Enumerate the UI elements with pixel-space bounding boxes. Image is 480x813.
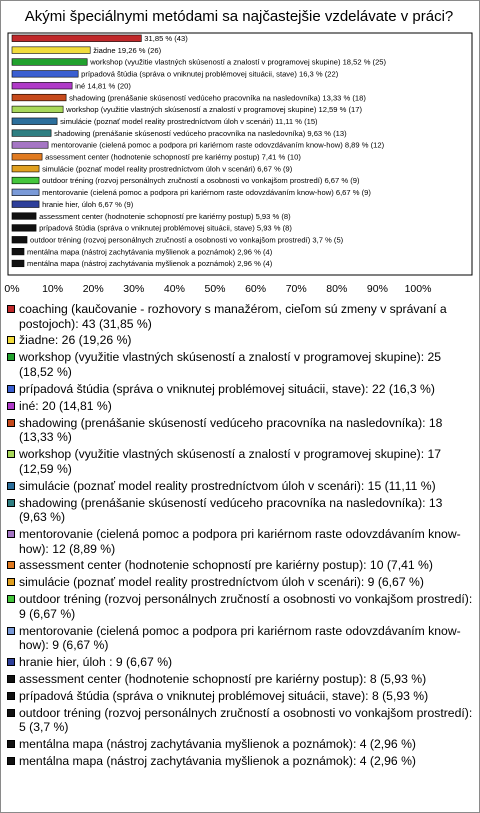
bar-label-3: workshop (využitie vlastných skúseností a znalostí v programovej skupine) 18,52 % (25) — [90, 57, 387, 67]
legend-item — [7, 706, 473, 735]
legend-label: mentorovanie (cielená pomoc a podpora pri kariérnom raste odovzdávaním know-how): 9 (6,67 %) — [19, 623, 461, 653]
legend-swatch — [7, 419, 15, 427]
bar-4 — [12, 71, 78, 78]
legend-label: outdoor tréning (rozvoj personálnych zručností a osobnosti vo vonkajšom prostredí): 9 (6,67 %) — [19, 592, 473, 621]
bar-7 — [12, 106, 63, 113]
legend-swatch — [7, 353, 15, 361]
legend-label: mentorovanie (cielená pomoc a podpora pri kariérnom raste odovzdávaním know-how): 12 (8,89 %) — [19, 526, 461, 556]
bar-10 — [12, 142, 48, 149]
legend-swatch — [7, 305, 15, 313]
legend-item — [7, 333, 473, 348]
legend-item — [7, 350, 473, 379]
bar-1 — [12, 35, 141, 42]
bar-label-13: outdoor tréning (rozvoj personálnych zručností a osobnosti vo vonkajšom prostredí) 6,67 % (9) — [42, 176, 360, 186]
bar-label-5: iné 14,81 % (20) — [75, 81, 131, 91]
x-tick-label: 50% — [204, 283, 226, 295]
legend-item — [7, 592, 473, 621]
bar-17 — [12, 225, 36, 232]
legend-label: shadowing (prenášanie skúseností vedúceho pracovníka na nasledovníka): 13 (9,63 %) — [19, 495, 443, 525]
bar-15 — [12, 201, 39, 208]
legend-label: shadowing (prenášanie skúseností vedúceho pracovníka na nasledovníka): 18 (13,33 %) — [19, 415, 443, 445]
bar-11 — [12, 154, 42, 161]
legend-swatch — [7, 595, 15, 603]
bar-6 — [12, 94, 66, 101]
bar-13 — [12, 177, 39, 184]
legend-label: outdoor tréning (rozvoj personálnych zručností a osobnosti vo vonkajšom prostredí): 5 (3,7 %) — [19, 705, 473, 735]
bar-label-11: assessment center (hodnotenie schopností pre kariérny postup) 7,41 % (10) — [45, 152, 301, 162]
legend-swatch — [7, 561, 15, 569]
legend-item — [7, 527, 473, 556]
legend-item — [7, 754, 473, 769]
x-tick-label: 20% — [82, 283, 104, 295]
legend-swatch — [7, 336, 15, 344]
legend-label: prípadová štúdia (správa o vniknutej problémovej situácii, stave): 8 (5,93 %) — [19, 689, 429, 703]
x-tick-label: 40% — [163, 283, 185, 295]
bar-12 — [12, 165, 39, 172]
bar-label-19: mentálna mapa (nástroj zachytávania myšlienok a poznámok) 2,96 % (4) — [27, 247, 273, 257]
legend-swatch — [7, 675, 15, 683]
bar-9 — [12, 130, 51, 137]
bar-label-12: simulácie (poznať model reality prostredníctvom úloh v scenári) 6,67 % (9) — [42, 164, 293, 174]
bar-label-1: 31,85 % (43) — [144, 34, 188, 43]
legend-label: workshop (využitie vlastných skúseností a znalostí v programovej skupine): 25 (18,52 %) — [19, 350, 442, 379]
bar-label-15: hranie hier, úloh 6,67 % (9) — [42, 199, 134, 209]
legend-item — [7, 575, 473, 590]
bar-label-20: mentálna mapa (nástroj zachytávania myšlienok a poznámok) 2,96 % (4) — [27, 259, 273, 269]
legend-item — [7, 447, 473, 476]
legend-label: assessment center (hodnotenie schopností pre kariérny postup): 8 (5,93 %) — [19, 672, 427, 687]
bar-label-8: simulácie (poznať model reality prostredníctvom úloh v scenári) 11,11 % (15) — [60, 116, 318, 126]
bar-label-2: žiadne 19,26 % (26) — [93, 45, 162, 55]
legend-swatch — [7, 692, 15, 700]
bar-label-14: mentorovanie (cielená pomoc a podpora pri kariérnom raste odovzdávaním know-how) 6,67 % (9) — [42, 188, 371, 198]
bar-label-6: shadowing (prenášanie skúseností vedúceho pracovníka na nasledovníka) 13,33 % (18) — [69, 93, 366, 103]
bar-5 — [12, 82, 72, 89]
legend-swatch — [7, 658, 15, 666]
legend-item — [7, 737, 473, 752]
x-tick-label: 100% — [404, 283, 432, 295]
bar-chart — [0, 0, 480, 300]
bar-18 — [12, 236, 27, 243]
legend-item — [7, 479, 473, 494]
legend-swatch — [7, 530, 15, 538]
bar-label-18: outdoor tréning (rozvoj personálnych zručností a osobnosti vo vonkajšom prostredí) 3,7 % (5) — [30, 235, 344, 245]
legend-item — [7, 496, 473, 525]
legend-item — [7, 558, 473, 573]
legend-label: iné: 20 (14,81 %) — [19, 398, 112, 413]
legend-swatch — [7, 482, 15, 490]
legend-label: simulácie (poznať model reality prostredníctvom úloh v scenári): 15 (11,11 %) — [19, 478, 436, 493]
bar-label-9: shadowing (prenášanie skúseností vedúceho pracovníka na nasledovníka) 9,63 % (13) — [54, 128, 347, 138]
legend-item — [7, 382, 473, 397]
legend-swatch — [7, 578, 15, 586]
x-tick-label: 60% — [245, 283, 267, 295]
chart-title: Akými špeciálnymi metódami sa najčastejšie vzdelávate v práci? — [24, 8, 454, 25]
legend-swatch — [7, 450, 15, 458]
legend-swatch — [7, 757, 15, 765]
legend-label: workshop (využitie vlastných skúseností a znalostí v programovej skupine): 17 (12,59 %) — [19, 447, 442, 476]
legend-label: hranie hier, úloh : 9 (6,67 %) — [19, 655, 173, 670]
bar-2 — [12, 47, 90, 54]
bar-label-4: prípadová štúdia (správa o vniknutej problémovej situácii, stave) 16,3 % (22) — [81, 69, 339, 79]
x-tick-label: 80% — [326, 283, 348, 295]
legend-label: mentálna mapa (nástroj zachytávania myšlienok a poznámok): 4 (2,96 %) — [19, 737, 416, 752]
legend — [7, 302, 473, 771]
x-tick-label: 90% — [366, 283, 388, 295]
legend-item — [7, 655, 473, 670]
legend-label: mentálna mapa (nástroj zachytávania myšlienok a poznámok): 4 (2,96 %) — [19, 754, 416, 769]
legend-swatch — [7, 402, 15, 410]
x-axis-ticks — [4, 283, 431, 295]
x-tick-label: 30% — [123, 283, 145, 295]
legend-swatch — [7, 709, 15, 717]
bar-8 — [12, 118, 57, 125]
legend-swatch — [7, 740, 15, 748]
legend-item — [7, 689, 473, 704]
bar-20 — [12, 260, 24, 267]
bar-label-17: prípadová štúdia (správa o vniknutej problémovej situácii, stave) 5,93 % (8) — [39, 223, 292, 233]
legend-item — [7, 416, 473, 445]
legend-label: prípadová štúdia (správa o vniknutej problémovej situácii, stave): 22 (16,3 %) — [19, 381, 435, 396]
bar-14 — [12, 189, 39, 196]
legend-label: žiadne: 26 (19,26 %) — [19, 333, 132, 348]
legend-swatch — [7, 627, 15, 635]
legend-item — [7, 399, 473, 414]
legend-item — [7, 672, 473, 687]
x-tick-label: 0% — [4, 283, 20, 295]
bar-label-10: mentorovanie (cielená pomoc a podpora pri kariérnom raste odovzdávaním know-how) 8,89 % (12) — [51, 140, 385, 150]
x-tick-label: 70% — [285, 283, 307, 295]
bar-label-16: assessment center (hodnotenie schopností pre kariérny postup) 5,93 % (8) — [39, 211, 291, 221]
bar-label-7: workshop (využitie vlastných skúseností a znalostí v programovej skupine) 12,59 % (17) — [66, 105, 362, 115]
legend-item — [7, 624, 473, 653]
legend-label: assessment center (hodnotenie schopností pre kariérny postup): 10 (7,41 %) — [19, 558, 433, 573]
legend-label: coaching (kaučovanie - rozhovory s manažérom, cieľom sú zmeny v správaní a postojoch): 43 (31,85 %) — [19, 302, 447, 331]
x-tick-label: 10% — [42, 283, 64, 295]
bar-19 — [12, 248, 24, 255]
legend-label: simulácie (poznať model reality prostredníctvom úloh v scenári): 9 (6,67 %) — [19, 575, 424, 590]
legend-swatch — [7, 385, 15, 393]
bar-3 — [12, 59, 87, 66]
legend-item — [7, 302, 473, 331]
legend-swatch — [7, 499, 15, 507]
bar-16 — [12, 213, 36, 220]
